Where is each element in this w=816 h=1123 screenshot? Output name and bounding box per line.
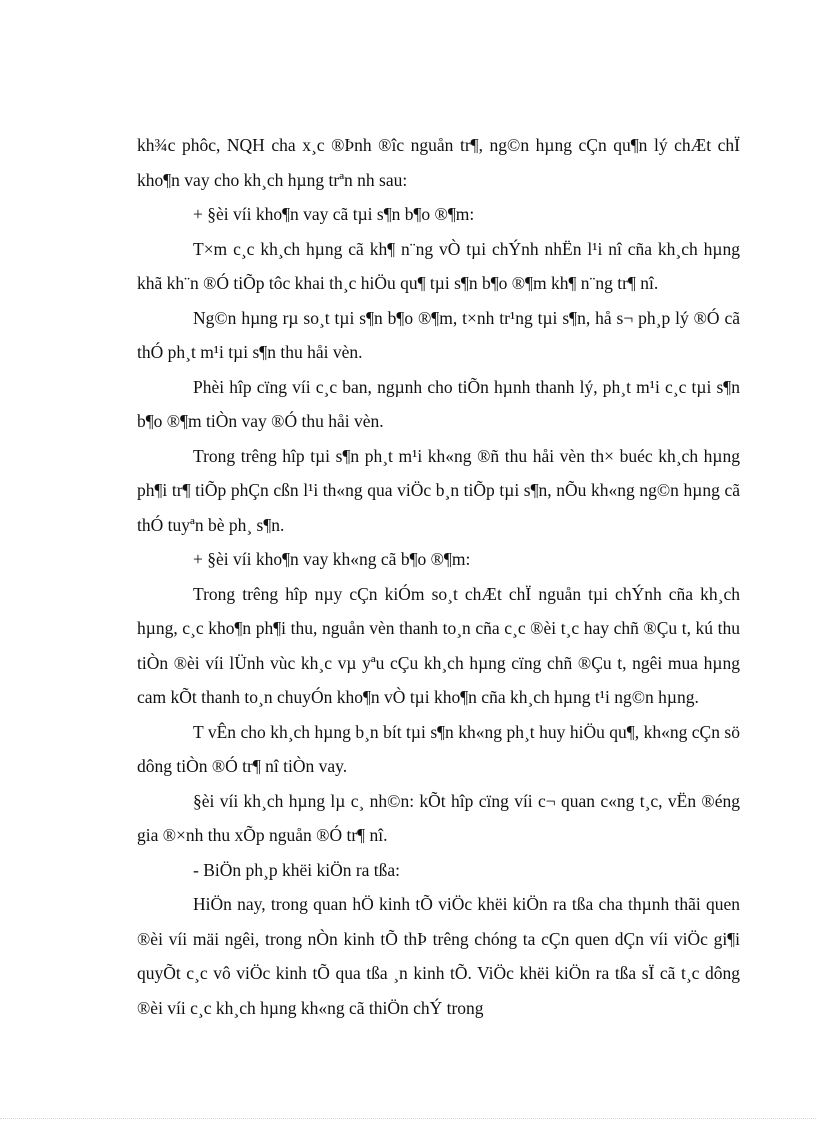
paragraph: kh¾c phôc, NQH cha x¸c ®Þnh ®îc nguån tr¶, ng©n hµng cÇn qu¶n lý chÆt chÏ kho¶n vay cho kh¸ch hµng trªn nh sau: [137, 135, 740, 190]
paragraph: Trong trêng hîp nµy cÇn kiÓm so¸t chÆt chÏ nguån tµi chÝnh cña kh¸ch hµng, c¸c kho¶n ph¶i thu, nguån vèn thanh to¸n cña c¸c ®èi t¸c hay chñ ®Çu t, kú thu tiÒn ®èi víi lÜnh vùc kh¸c vµ yªu cÇu kh¸ch hµng cïng chñ ®Çu t, ngêi mua hµng cam kÕt thanh to¸n chuyÓn kho¶n vÒ tµi kho¶n cña kh¸ch hµng t¹i ng©n hµng. [137, 583, 740, 707]
body-text [137, 128, 740, 1025]
section-heading-secured-loans: + §èi víi kho¶n vay cã tµi s¶n b¶o ®¶m: [193, 204, 475, 224]
paragraph: HiÖn nay, trong quan hÖ kinh tÕ viÖc khëi kiÖn ra tßa cha thµnh thãi quen ®èi víi mäi ngêi, trong nÒn kinh tÕ thÞ trêng chóng ta cÇn quen dÇn víi viÖc gi¶i quyÕt c¸c vô viÖc kinh tÕ qua tßa ¸n kinh tÕ. ViÖc khëi kiÖn ra tßa sÏ cã t¸c dông ®èi víi c¸c kh¸ch hµng kh«ng cã thiÖn chÝ trong [137, 894, 740, 1018]
section-heading-unsecured-loans: + §èi víi kho¶n vay kh«ng cã b¶o ®¶m: [193, 549, 471, 569]
section-heading-litigation: - BiÖn ph¸p khëi kiÖn ra tßa: [193, 859, 401, 880]
paragraph: T×m c¸c kh¸ch hµng cã kh¶ n¨ng vÒ tµi chÝnh nhËn l¹i nî cña kh¸ch hµng khã kh¨n ®Ó tiÕp tôc khai th¸c hiÖu qu¶ tµi s¶n b¶o ®¶m kh¶ n¨ng tr¶ nî. [137, 238, 740, 293]
paragraph: Trong trêng hîp tµi s¶n ph¸t m¹i kh«ng ®ñ thu håi vèn th× buéc kh¸ch hµng ph¶i tr¶ tiÕp phÇn cßn l¹i th«ng qua viÖc b¸n tiÕp tµi s¶n, nÕu kh«ng ng©n hµng cã thÓ tuyªn bè ph¸ s¶n. [137, 445, 740, 535]
paragraph: §èi víi kh¸ch hµng lµ c¸ nh©n: kÕt hîp cïng víi c¬ quan c«ng t¸c, vËn ®éng gia ®×nh thu xÕp nguån ®Ó tr¶ nî. [137, 790, 740, 845]
paragraph: T vÊn cho kh¸ch hµng b¸n bít tµi s¶n kh«ng ph¸t huy hiÖu qu¶, kh«ng cÇn sö dông tiÒn ®Ó tr¶ nî tiÒn vay. [137, 721, 740, 776]
paragraph: Phèi hîp cïng víi c¸c ban, ngµnh cho tiÕn hµnh thanh lý, ph¸t m¹i c¸c tµi s¶n b¶o ®¶m tiÒn vay ®Ó thu håi vèn. [137, 376, 740, 431]
page-bottom-divider [0, 1118, 816, 1119]
paragraph: Ng©n hµng rµ so¸t tµi s¶n b¶o ®¶m, t×nh tr¹ng tµi s¶n, hå s¬ ph¸p lý ®Ó cã thÓ ph¸t m¹i tµi s¶n thu håi vèn. [137, 307, 740, 362]
